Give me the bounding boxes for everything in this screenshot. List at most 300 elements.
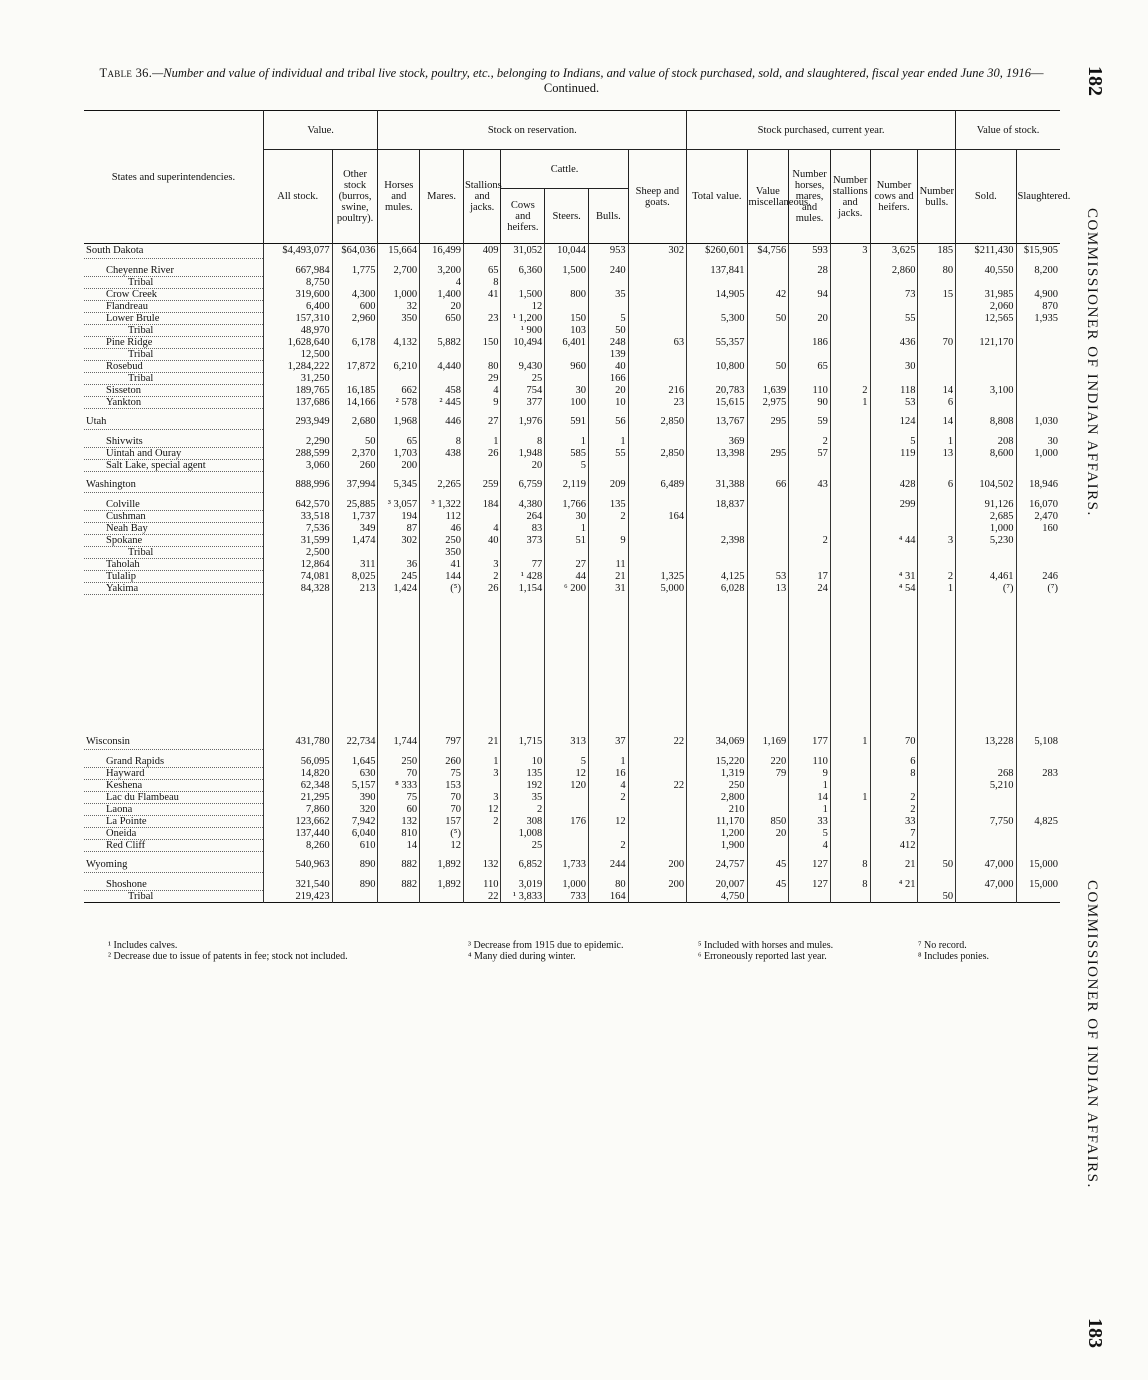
state-row [84, 244, 1060, 259]
table-cell: 5,230 [956, 535, 1016, 547]
table-cell: 35 [589, 289, 629, 301]
table-cell: 2,700 [378, 265, 420, 277]
table-cell: 1,976 [501, 415, 545, 430]
table-cell: 30 [870, 361, 918, 373]
table-cell: 882 [378, 879, 420, 891]
table-cell [332, 595, 378, 736]
table-cell [1016, 547, 1060, 559]
table-caption [84, 66, 1059, 96]
table-cell: 4 [589, 780, 629, 792]
table-cell: 250 [420, 535, 464, 547]
table-cell: 409 [463, 244, 501, 259]
table-cell [545, 828, 589, 840]
row-label: Tulalip [84, 571, 263, 583]
table-cell: 1,628,640 [263, 337, 332, 349]
header-num-bulls: Number bulls. [918, 150, 956, 244]
table-cell: 157,310 [263, 313, 332, 325]
table-row [84, 448, 1060, 460]
table-cell [463, 460, 501, 472]
table-cell: 591 [545, 415, 589, 430]
table-cell [1016, 361, 1060, 373]
table-cell: $64,036 [332, 244, 378, 259]
table-cell: 44 [545, 571, 589, 583]
table-cell [918, 361, 956, 373]
table-cell [918, 373, 956, 385]
row-label: Oneida [84, 828, 263, 840]
table-cell: 110 [463, 879, 501, 891]
table-cell: 630 [332, 768, 378, 780]
table-cell [918, 499, 956, 511]
row-label: Yankton [84, 397, 263, 409]
table-cell: 610 [332, 840, 378, 852]
table-cell [378, 891, 420, 903]
table-cell: 25 [501, 840, 545, 852]
table-cell: 27 [463, 415, 501, 430]
table-cell [830, 816, 870, 828]
table-cell: 3,200 [420, 265, 464, 277]
table-cell: 250 [687, 780, 747, 792]
table-cell: 220 [747, 756, 789, 768]
table-cell [830, 415, 870, 430]
table-cell: 118 [870, 385, 918, 397]
row-label: Grand Rapids [84, 756, 263, 768]
table-row [84, 265, 1060, 277]
table-cell [463, 780, 501, 792]
table-cell: 14 [918, 415, 956, 430]
table-cell: 132 [463, 858, 501, 873]
table-cell [956, 595, 1016, 736]
table-cell: 75 [378, 792, 420, 804]
table-cell [918, 277, 956, 289]
table-cell [747, 337, 789, 349]
table-row [84, 349, 1060, 361]
table-cell: 104,502 [956, 478, 1016, 493]
table-cell [628, 768, 686, 780]
table-cell: 302 [628, 244, 686, 259]
table-cell [545, 547, 589, 559]
table-cell [918, 547, 956, 559]
table-cell [545, 301, 589, 313]
table-cell: 56,095 [263, 756, 332, 768]
table-cell: 46 [420, 523, 464, 535]
table-cell [463, 547, 501, 559]
table-cell: 2,850 [628, 415, 686, 430]
table-cell [589, 547, 629, 559]
table-cell: 31,599 [263, 535, 332, 547]
table-cell: 1 [830, 792, 870, 804]
table-cell [870, 277, 918, 289]
header-sheep: Sheep and goats. [628, 150, 686, 244]
table-cell: 12,500 [263, 349, 332, 361]
table-cell: 2,500 [263, 547, 332, 559]
table-cell: 8,025 [332, 571, 378, 583]
table-cell: 1,744 [378, 735, 420, 750]
table-cell [687, 595, 747, 736]
table-cell: 14,820 [263, 768, 332, 780]
table-cell: 103 [545, 325, 589, 337]
table-cell: 50 [918, 858, 956, 873]
table-cell: 24,757 [687, 858, 747, 873]
table-cell: 850 [747, 816, 789, 828]
table-cell: 5,108 [1016, 735, 1060, 750]
row-label: La Pointe [84, 816, 263, 828]
table-cell: 5,157 [332, 780, 378, 792]
table-cell: 373 [501, 535, 545, 547]
table-cell: 23 [628, 397, 686, 409]
livestock-table [84, 110, 1071, 903]
table-cell [918, 301, 956, 313]
table-cell: 10 [589, 397, 629, 409]
table-row [84, 804, 1060, 816]
header-all-stock: All stock. [263, 150, 332, 244]
table-cell [830, 804, 870, 816]
table-cell: 94 [789, 289, 831, 301]
table-cell: 8 [420, 436, 464, 448]
table-cell: $4,756 [747, 244, 789, 259]
table-cell [956, 349, 1016, 361]
table-cell [870, 559, 918, 571]
table-cell [830, 547, 870, 559]
table-cell: 48,970 [263, 325, 332, 337]
table-row [84, 373, 1060, 385]
table-cell [332, 325, 378, 337]
table-cell: 960 [545, 361, 589, 373]
table-row [84, 499, 1060, 511]
table-cell: 350 [378, 313, 420, 325]
table-cell [1016, 595, 1060, 736]
table-cell [870, 373, 918, 385]
table-cell: 13 [747, 583, 789, 595]
table-cell: 166 [589, 373, 629, 385]
running-head-top: COMMISSIONER OF INDIAN AFFAIRS. [1084, 208, 1100, 517]
table-cell: 2 [918, 571, 956, 583]
header-group-purchased: Stock purchased, current year. [687, 111, 956, 150]
table-cell: 320 [332, 804, 378, 816]
table-cell: 84,328 [263, 583, 332, 595]
table-cell: 53 [747, 571, 789, 583]
table-cell: 65 [463, 265, 501, 277]
table-cell [830, 595, 870, 736]
table-cell: 283 [1016, 768, 1060, 780]
table-cell: 288,599 [263, 448, 332, 460]
table-cell: 1,968 [378, 415, 420, 430]
table-cell [687, 460, 747, 472]
table-cell: 268 [956, 768, 1016, 780]
table-cell: 2 [589, 511, 629, 523]
table-cell: 16 [589, 768, 629, 780]
table-cell: 2,800 [687, 792, 747, 804]
table-cell: 1,200 [687, 828, 747, 840]
state-row [84, 735, 1060, 750]
table-cell [747, 595, 789, 736]
table-cell: (⁷) [1016, 583, 1060, 595]
table-cell: 2 [789, 535, 831, 547]
table-cell: 110 [789, 756, 831, 768]
table-cell: 200 [628, 858, 686, 873]
table-cell [463, 511, 501, 523]
table-cell: 1 [918, 436, 956, 448]
table-cell: 10,494 [501, 337, 545, 349]
table-cell [956, 840, 1016, 852]
table-cell [628, 373, 686, 385]
table-cell [687, 547, 747, 559]
table-cell: 308 [501, 816, 545, 828]
table-cell: 890 [332, 879, 378, 891]
table-cell [545, 373, 589, 385]
table-cell: 6 [870, 756, 918, 768]
table-cell [628, 325, 686, 337]
table-cell: 26 [463, 448, 501, 460]
table-cell [628, 840, 686, 852]
table-cell: 37 [589, 735, 629, 750]
table-cell: 8,808 [956, 415, 1016, 430]
table-cell: 250 [378, 756, 420, 768]
row-label: Utah [84, 415, 263, 430]
row-label: Laona [84, 804, 263, 816]
table-cell: 2,850 [628, 448, 686, 460]
table-cell: 1,474 [332, 535, 378, 547]
table-cell: 30 [1016, 436, 1060, 448]
table-cell: 12 [501, 301, 545, 313]
table-cell: 4,132 [378, 337, 420, 349]
table-cell: 6,401 [545, 337, 589, 349]
table-cell: 1,325 [628, 571, 686, 583]
table-cell [789, 325, 831, 337]
table-cell [545, 792, 589, 804]
table-cell [747, 499, 789, 511]
row-label: South Dakota [84, 244, 263, 259]
table-cell: 4 [463, 385, 501, 397]
table-cell [830, 460, 870, 472]
table-cell [420, 595, 464, 736]
header-steers: Steers. [545, 189, 589, 244]
table-cell: 21 [589, 571, 629, 583]
table-cell: 1,000 [545, 879, 589, 891]
table-cell [1016, 891, 1060, 903]
table-cell: 5,345 [378, 478, 420, 493]
table-cell [589, 301, 629, 313]
table-cell: 12 [420, 840, 464, 852]
table-cell: 754 [501, 385, 545, 397]
table-cell: 144 [420, 571, 464, 583]
table-cell [420, 891, 464, 903]
caption-suffix: —Continued. [543, 66, 1044, 95]
table-cell: ¹ 900 [501, 325, 545, 337]
table-cell: 200 [378, 460, 420, 472]
table-row [84, 301, 1060, 313]
table-cell [501, 277, 545, 289]
table-cell: 70 [918, 337, 956, 349]
table-cell: 7 [870, 828, 918, 840]
table-cell: 50 [332, 436, 378, 448]
table-cell: 5 [589, 313, 629, 325]
table-cell [918, 840, 956, 852]
table-cell [918, 325, 956, 337]
table-row [84, 337, 1060, 349]
header-group-cattle: Cattle. [501, 150, 628, 189]
table-cell: 2,370 [332, 448, 378, 460]
table-cell: 10,800 [687, 361, 747, 373]
state-row [84, 415, 1060, 430]
table-cell: 41 [420, 559, 464, 571]
table-cell: 1 [789, 780, 831, 792]
table-cell: 74,081 [263, 571, 332, 583]
table-cell: 1,948 [501, 448, 545, 460]
table-cell [789, 523, 831, 535]
table-cell: 13,398 [687, 448, 747, 460]
table-cell: 4 [463, 523, 501, 535]
table-cell [501, 349, 545, 361]
table-cell [501, 595, 545, 736]
table-cell: 428 [870, 478, 918, 493]
table-cell: 20,007 [687, 879, 747, 891]
table-cell [1016, 373, 1060, 385]
table-cell: 2 [830, 385, 870, 397]
table-cell: 2,470 [1016, 511, 1060, 523]
table-cell [463, 595, 501, 736]
row-label: Salt Lake, special agent [84, 460, 263, 472]
table-cell: 127 [789, 879, 831, 891]
table-cell: 22,734 [332, 735, 378, 750]
table-cell: 70 [378, 768, 420, 780]
table-cell: 4,300 [332, 289, 378, 301]
table-cell [501, 547, 545, 559]
table-cell [789, 349, 831, 361]
table-cell [1016, 325, 1060, 337]
table-row [84, 277, 1060, 289]
table-cell: 6,759 [501, 478, 545, 493]
table-cell: 4 [789, 840, 831, 852]
table-cell: 1 [789, 804, 831, 816]
table-cell: 45 [747, 858, 789, 873]
table-cell [545, 595, 589, 736]
table-cell: 1,703 [378, 448, 420, 460]
table-cell [687, 559, 747, 571]
table-cell: 8 [830, 879, 870, 891]
table-cell: 8 [870, 768, 918, 780]
table-cell: 733 [545, 891, 589, 903]
table-cell: 10,044 [545, 244, 589, 259]
table-cell: 377 [501, 397, 545, 409]
table-cell: 953 [589, 244, 629, 259]
table-cell: 20 [589, 385, 629, 397]
table-cell [789, 547, 831, 559]
table-cell [589, 828, 629, 840]
table-cell: 112 [420, 511, 464, 523]
table-cell: 21 [463, 735, 501, 750]
table-cell: 667,984 [263, 265, 332, 277]
table-cell: 1,645 [332, 756, 378, 768]
table-cell [687, 511, 747, 523]
table-cell: 1,892 [420, 879, 464, 891]
table-cell [378, 373, 420, 385]
footnote: ³ Decrease from 1915 due to epidemic. [468, 940, 624, 951]
footnote: ¹ Includes calves. [108, 940, 178, 951]
table-cell: 1,284,222 [263, 361, 332, 373]
table-cell [628, 523, 686, 535]
table-cell: 153 [420, 780, 464, 792]
table-cell: 369 [687, 436, 747, 448]
table-cell: 50 [589, 325, 629, 337]
row-label: Shivwits [84, 436, 263, 448]
table-cell: 36 [378, 559, 420, 571]
table-cell [687, 277, 747, 289]
table-cell: 15,000 [1016, 858, 1060, 873]
table-cell: $4,493,077 [263, 244, 332, 259]
table-cell [918, 879, 956, 891]
table-cell: 42 [747, 289, 789, 301]
table-cell [870, 325, 918, 337]
table-cell: 79 [747, 768, 789, 780]
table-cell: 1,639 [747, 385, 789, 397]
table-cell: 185 [918, 244, 956, 259]
table-cell [747, 436, 789, 448]
table-cell [830, 756, 870, 768]
table-cell: 209 [589, 478, 629, 493]
footnote-col-1 [108, 940, 348, 962]
table-cell: 12,864 [263, 559, 332, 571]
table-cell: 210 [687, 804, 747, 816]
row-label: Sisseton [84, 385, 263, 397]
table-cell: 2 [870, 804, 918, 816]
table-cell [1016, 397, 1060, 409]
table-cell [830, 289, 870, 301]
table-cell [956, 361, 1016, 373]
table-row [84, 397, 1060, 409]
table-cell: 246 [1016, 571, 1060, 583]
table-cell: 15 [918, 289, 956, 301]
table-cell: 30 [545, 511, 589, 523]
table-cell: 6,210 [378, 361, 420, 373]
table-cell [1016, 559, 1060, 571]
table-cell [870, 301, 918, 313]
table-cell [830, 373, 870, 385]
table-cell: 1,935 [1016, 313, 1060, 325]
table-cell: 45 [747, 879, 789, 891]
table-cell [628, 816, 686, 828]
table-cell: 1 [545, 436, 589, 448]
row-label: Cheyenne River [84, 265, 263, 277]
table-cell: 50 [918, 891, 956, 903]
table-cell [378, 595, 420, 736]
table-cell [830, 780, 870, 792]
table-cell: 2,119 [545, 478, 589, 493]
table-cell: 150 [463, 337, 501, 349]
table-cell: 110 [789, 385, 831, 397]
table-cell [687, 349, 747, 361]
table-row [84, 547, 1060, 559]
table-cell [747, 265, 789, 277]
header-state: States and superintendencies. [111, 171, 236, 183]
table-cell [687, 325, 747, 337]
table-cell [545, 840, 589, 852]
table-cell: 11 [589, 559, 629, 571]
header-slaughtered: Slaughtered. [1016, 150, 1060, 244]
table-cell [628, 547, 686, 559]
table-cell [589, 595, 629, 736]
table-cell [789, 891, 831, 903]
table-cell: 12 [545, 768, 589, 780]
table-cell: 87 [378, 523, 420, 535]
table-cell: 16,499 [420, 244, 464, 259]
table-cell: 40 [589, 361, 629, 373]
table-cell: 2 [870, 792, 918, 804]
table-cell [830, 337, 870, 349]
table-cell: 5,210 [956, 780, 1016, 792]
table-cell [463, 349, 501, 361]
header-group-value: Value. [263, 111, 378, 150]
table-cell: 642,570 [263, 499, 332, 511]
